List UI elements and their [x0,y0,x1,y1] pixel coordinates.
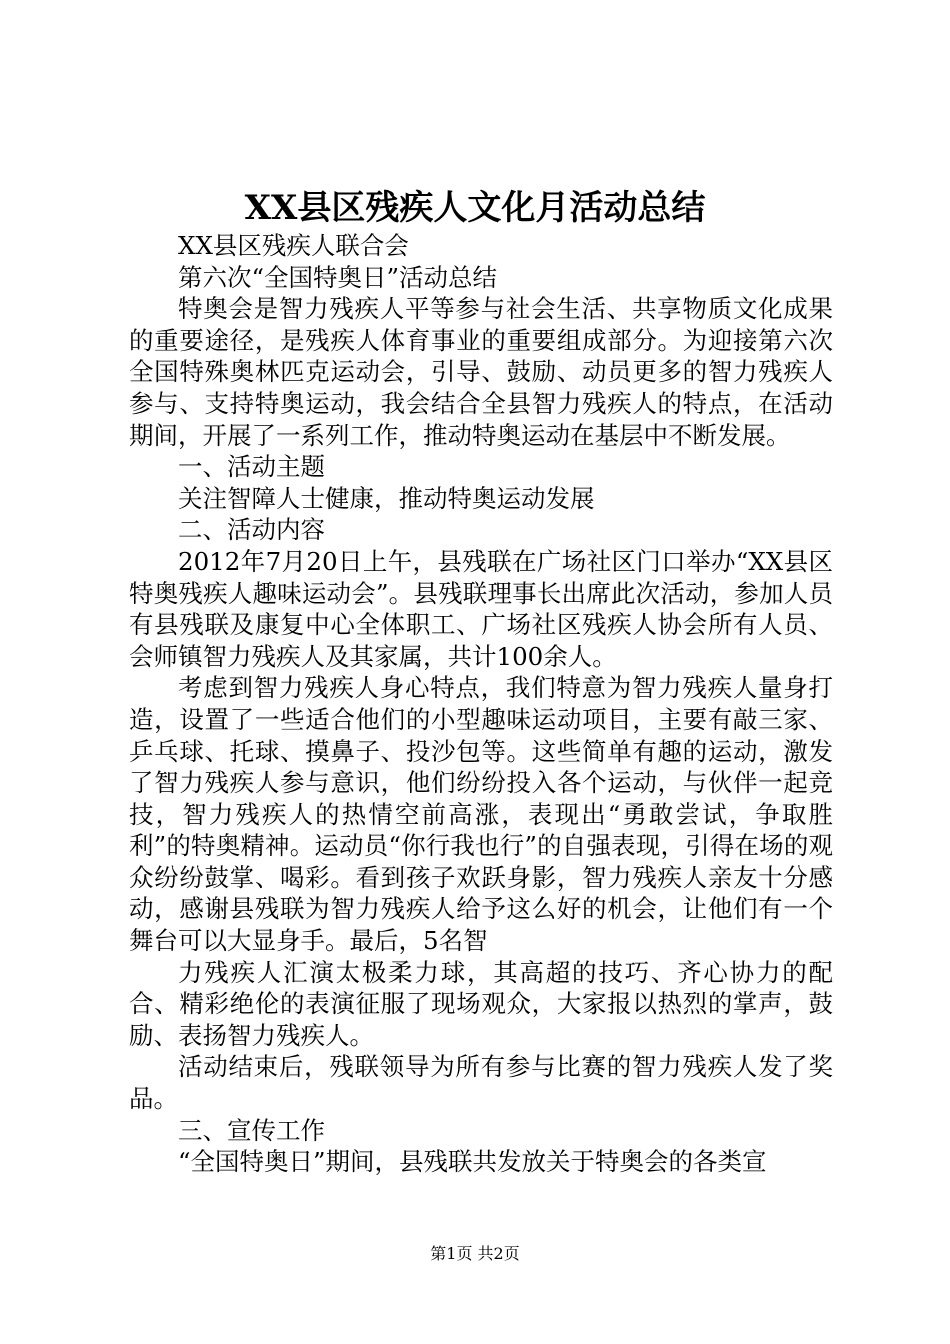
document-title: XX县区残疾人文化月活动总结 [244,188,706,228]
section-heading: 三、宣传工作 [178,1115,325,1145]
page-footer: 第1页 共2页 [430,1244,520,1263]
section-heading: 二、活动内容 [178,515,325,545]
body-paragraph: “全国特奥日”期间，县残联共发放关于特奥会的各类宣 [178,1147,767,1177]
body-paragraph: 关注智障人士健康，推动特奥运动发展 [178,483,595,513]
body-paragraph: 考虑到智力残疾人身心特点，我们特意为智力残疾人量身打造，设置了一些适合他们的小型趣味运动项目，主要有敲三家、乒乓球、托球、摸鼻子、投沙包等。这些简单有趣的运动，激发了智力残疾人参与意识，他们纷纷投入各个运动，与伙伴一起竞技，智力残疾人的热情空前高涨，表现出“勇敢尝试，争取胜利”的特奥精神。运动员“你行我也行”的自强表现，引得在场的观众纷纷鼓掌、喝彩。看到孩子欢跃身影，智力残疾人亲友十分感动，感谢县残联为智力残疾人给予这么好的机会，让他们有一个舞台可以大显身手。最后，5名智 [129,673,833,956]
body-paragraph: 活动结束后，残联领导为所有参与比赛的智力残疾人发了奖品。 [129,1052,833,1114]
body-paragraph: 第六次“全国特奥日”活动总结 [178,262,498,292]
body-paragraph: 2012年7月20日上午，县残联在广场社区门口举办“XX县区特奥残疾人趣味运动会”。县残联理事长出席此次活动，参加人员有县残联及康复中心全体职工、广场社区残疾人协会所有人员、会师镇智力残疾人及其家属，共计100余人。 [129,546,833,671]
body-paragraph: 力残疾人汇演太极柔力球，其高超的技巧、齐心协力的配合、精彩绝伦的表演征服了现场观众，大家报以热烈的掌声，鼓励、表扬智力残疾人。 [129,957,833,1050]
document-body [129,230,833,1178]
section-heading: 一、活动主题 [178,452,325,482]
body-paragraph: XX县区残疾人联合会 [178,231,409,260]
body-paragraph: 特奥会是智力残疾人平等参与社会生活、共享物质文化成果的重要途径，是残疾人体育事业的重要组成部分。为迎接第六次全国特殊奥林匹克运动会，引导、鼓励、动员更多的智力残疾人参与、支持特奥运动，我会结合全县智力残疾人的特点，在活动期间，开展了一系列工作，推动特奥运动在基层中不断发展。 [129,294,833,450]
